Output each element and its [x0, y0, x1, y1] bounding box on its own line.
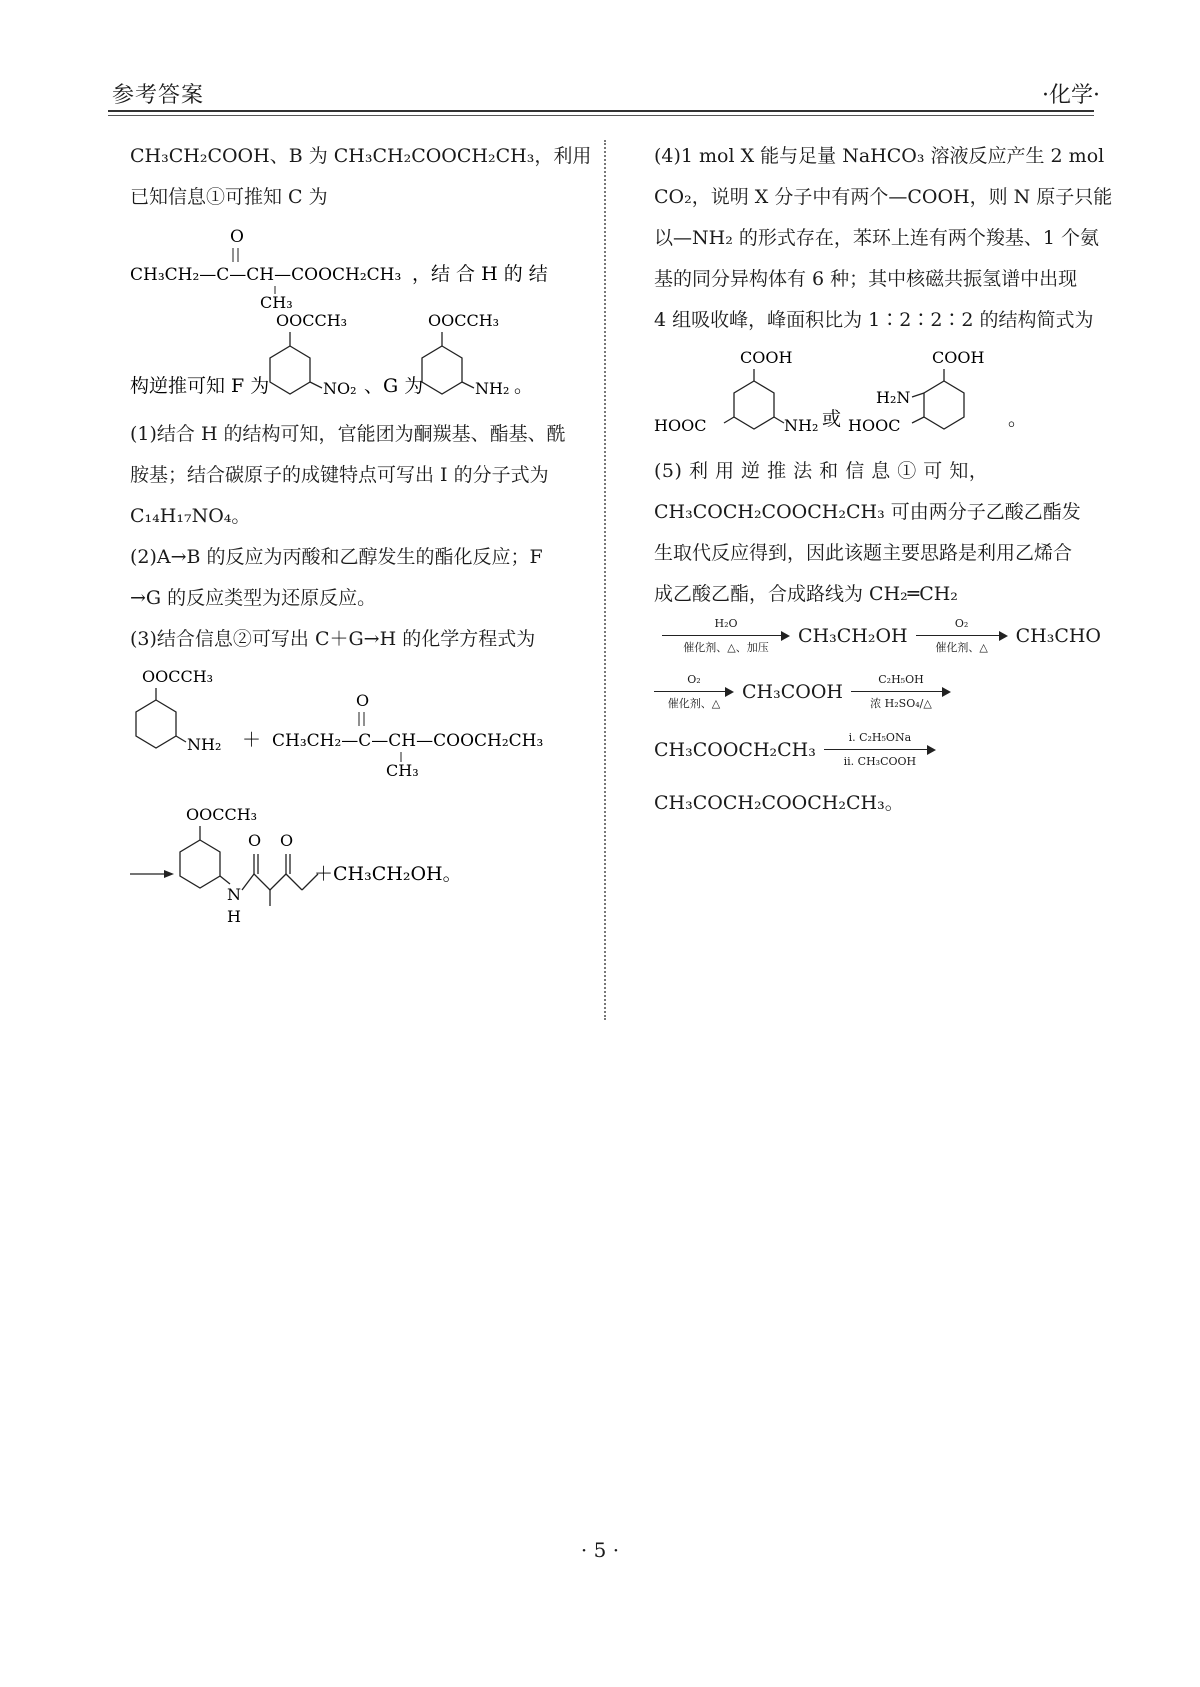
route-row-2 [654, 671, 1114, 713]
product-label: CH₃CHO [1015, 624, 1102, 647]
amino-label: H₂N [876, 388, 911, 407]
condition-label: ⅱ. CH₃COOH [843, 755, 917, 768]
amino-label: NH₂ [475, 379, 510, 398]
text-line: (5) 利 用 逆 推 法 和 信 息 ① 可 知， [654, 460, 989, 482]
text-prefix: 构逆推可知 F 为 [130, 375, 270, 397]
reactant-label: CH₃COOCH₂CH₃ [654, 738, 816, 761]
condition-label: 催化剂、△ [935, 641, 988, 654]
chain-label: CH₃CH₂—C—CH—COOCH₂CH₃ [272, 731, 544, 751]
header-subject: ·化学· [1042, 83, 1100, 108]
text-line: (3)结合信息②可写出 C＋G→H 的化学方程式为 [130, 628, 536, 650]
reagent-label: C₂H₅OH [878, 673, 924, 686]
text-line: 生取代反应得到，因此该题主要思路是利用乙烯合 [654, 542, 1073, 564]
text-line: CH₃COCH₂COOCH₂CH₃。 [654, 792, 904, 814]
nitrogen-label: N [227, 885, 241, 904]
reaction-arrow [662, 616, 790, 656]
amino-label: NH₂ [187, 735, 222, 754]
header-title: 参考答案 [112, 83, 205, 108]
text-mid: 、G 为 [364, 375, 424, 397]
text-line: 4 组吸收峰，峰面积比为 1∶2∶2∶2 的结构简式为 [654, 309, 1094, 331]
reaction-arrow [916, 616, 1008, 656]
text-line: 基的同分异构体有 6 种；其中核磁共振氢谱中出现 [654, 268, 1078, 290]
route-row-3 [654, 729, 1114, 771]
reagent-label: H₂O [714, 617, 738, 630]
header-rule-thin [108, 115, 1094, 116]
text-continuation: ，结 合 H 的 结 [412, 263, 548, 285]
fg-structures [130, 310, 590, 414]
benzene-ring [734, 381, 774, 429]
substituent-label: OOCCH₃ [142, 667, 214, 686]
oxygen-label: O [356, 691, 370, 710]
benzene-ring [270, 346, 310, 394]
carboxyl-label: COOH [740, 348, 793, 367]
condition-label: 催化剂、△、加压 [683, 641, 769, 654]
text-end: 。 [514, 375, 534, 397]
reagent-label: O₂ [687, 673, 701, 686]
condition-label: 催化剂、△ [667, 697, 721, 710]
left-column [130, 136, 590, 938]
reagent-label: O₂ [954, 617, 969, 630]
page-number: · 5 · [580, 1538, 620, 1562]
header-rule [108, 110, 1094, 112]
benzene-ring [136, 700, 176, 748]
chain-label: CH₃CH₂—C—CH—COOCH₂CH₃ [130, 265, 402, 285]
reaction-arrow [654, 672, 734, 712]
text-line: (2)A→B 的反应为丙酸和乙醇发生的酯化反应；F [130, 546, 543, 568]
reaction-arrow [851, 672, 951, 712]
equation-products [130, 798, 590, 938]
reagent-label: ⅰ. C₂H₅ONa [848, 731, 912, 744]
route-row-1 [654, 615, 1114, 657]
text-line: →G 的反应类型为还原反应。 [130, 587, 377, 609]
oxygen-label: O [280, 831, 294, 850]
text-line: (4)1 mol X 能与足量 NaHCO₃ 溶液反应产生 2 mol [654, 145, 1105, 167]
text-line: 以—NH₂ 的形式存在，苯环上连有两个羧基、1 个氨 [654, 227, 1099, 249]
text-line: CH₃CH₂COOH、B 为 CH₃CH₂COOCH₂CH₃，利用 [130, 145, 592, 167]
text-end: 。 [1008, 408, 1028, 430]
condition-label: 浓 H₂SO₄/△ [870, 697, 932, 710]
text-line: 已知信息①可推知 C 为 [130, 186, 328, 208]
hydrogen-label: H [227, 907, 241, 926]
benzene-ring [180, 840, 220, 888]
carboxyl-label: HOOC [848, 416, 901, 435]
isomer-structures [654, 341, 1114, 451]
byproduct-label: ＋CH₃CH₂OH。 [314, 863, 462, 885]
product-label: CH₃COOH [742, 680, 843, 703]
benzene-ring [924, 381, 964, 429]
methyl-label: CH₃ [386, 761, 419, 780]
equation-reactants [130, 660, 590, 790]
benzene-ring [422, 346, 462, 394]
column-divider [604, 140, 606, 1020]
substituent-label: OOCCH₃ [428, 311, 500, 330]
carboxyl-label: COOH [932, 348, 985, 367]
text-line: CH₃COCH₂COOCH₂CH₃ 可由两分子乙酸乙酯发 [654, 501, 1081, 523]
substituent-label: OOCCH₃ [276, 311, 348, 330]
substituent-label: OOCCH₃ [186, 805, 258, 824]
oxygen-label: O [248, 831, 262, 850]
text-line: CO₂，说明 X 分子中有两个—COOH，则 N 原子只能 [654, 186, 1113, 208]
text-line: C₁₄H₁₇NO₄。 [130, 505, 251, 527]
methyl-label: CH₃ [260, 293, 293, 310]
compound-c-structure [130, 218, 590, 310]
amino-label: NH₂ [784, 416, 819, 435]
nitro-label: NO₂ [323, 379, 357, 398]
right-column [654, 136, 1114, 824]
text-line: 成乙酸乙酯，合成路线为 CH₂═CH₂ [654, 583, 958, 605]
or-label: 或 [822, 408, 842, 430]
text-line: 胺基；结合碳原子的成键特点可写出 I 的分子式为 [130, 464, 549, 486]
plus-sign: ＋ [242, 729, 262, 751]
text-line: (1)结合 H 的结构可知，官能团为酮羰基、酯基、酰 [130, 423, 566, 445]
reaction-arrow [824, 730, 936, 770]
carboxyl-label: HOOC [654, 416, 707, 435]
oxygen-label: O [230, 227, 244, 247]
product-label: CH₃CH₂OH [798, 624, 908, 647]
